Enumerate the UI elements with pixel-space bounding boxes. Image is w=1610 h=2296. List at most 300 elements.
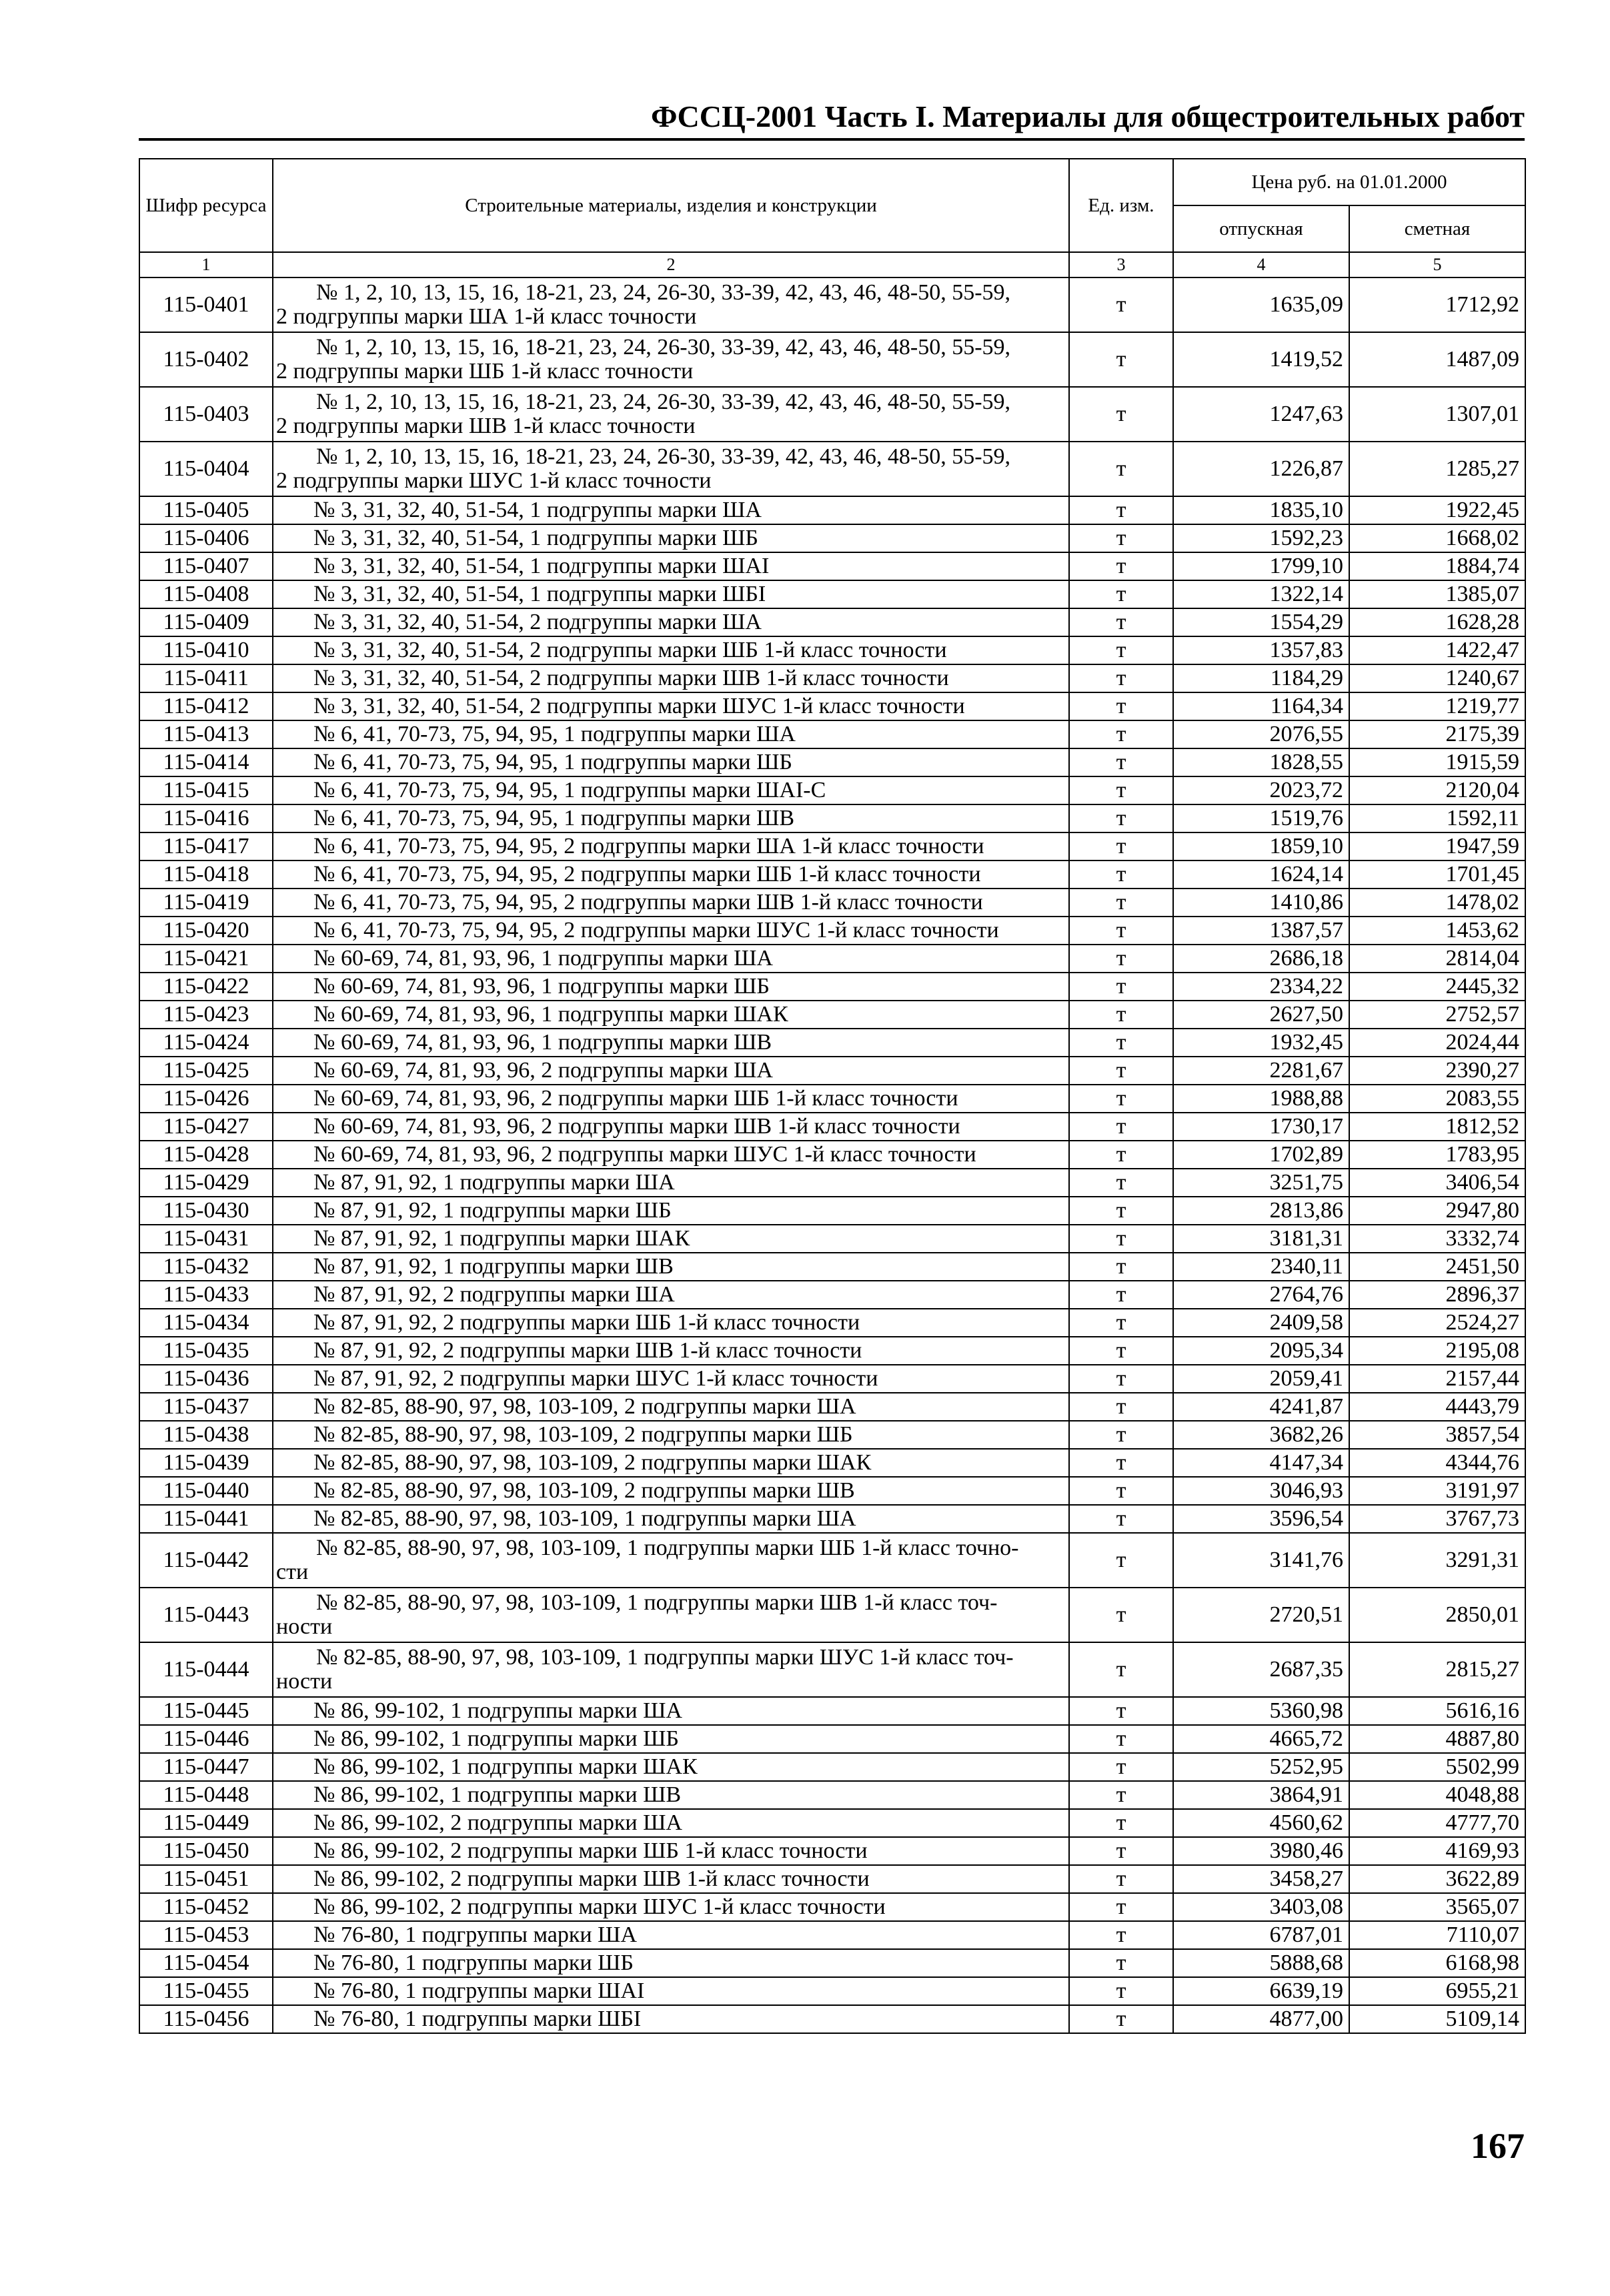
release-price: 3181,31	[1173, 1225, 1349, 1253]
release-price: 1988,88	[1173, 1085, 1349, 1113]
release-price: 3251,75	[1173, 1169, 1349, 1197]
description-line-1: № 82-85, 88-90, 97, 98, 103-109, 1 подгруппы марки ШБ 1-й класс точно-	[316, 1536, 1019, 1560]
estimate-price: 1385,07	[1349, 580, 1525, 608]
unit-of-measure: т	[1069, 1725, 1173, 1753]
unit-of-measure: т	[1069, 524, 1173, 552]
table-row	[139, 1588, 1525, 1642]
unit-of-measure: т	[1069, 1309, 1173, 1337]
unit-of-measure: т	[1069, 1977, 1173, 2005]
resource-code: 115-0446	[139, 1725, 273, 1753]
estimate-price: 3332,74	[1349, 1225, 1525, 1253]
unit-of-measure: т	[1069, 1365, 1173, 1393]
release-price: 5360,98	[1173, 1697, 1349, 1725]
resource-code: 115-0411	[139, 664, 273, 692]
unit-of-measure: т	[1069, 1057, 1173, 1085]
resource-code: 115-0416	[139, 804, 273, 832]
unit-of-measure: т	[1069, 1588, 1173, 1642]
header-price: Цена руб. на 01.01.2000	[1173, 159, 1525, 205]
unit-of-measure: т	[1069, 1505, 1173, 1533]
release-price: 4877,00	[1173, 2005, 1349, 2033]
estimate-price: 6955,21	[1349, 1977, 1525, 2005]
estimate-price: 2195,08	[1349, 1337, 1525, 1365]
estimate-price: 2815,27	[1349, 1642, 1525, 1697]
resource-code: 115-0403	[139, 387, 273, 442]
resource-code: 115-0428	[139, 1141, 273, 1169]
table-row	[139, 277, 1525, 332]
resource-code: 115-0404	[139, 442, 273, 496]
estimate-price: 2524,27	[1349, 1309, 1525, 1337]
material-description	[273, 1642, 1069, 1697]
unit-of-measure: т	[1069, 1029, 1173, 1057]
material-description: № 6, 41, 70-73, 75, 94, 95, 1 подгруппы марки ША	[273, 720, 1069, 748]
release-price: 3141,76	[1173, 1533, 1349, 1588]
table-row	[139, 664, 1525, 692]
table-row	[139, 1781, 1525, 1809]
release-price: 6787,01	[1173, 1921, 1349, 1949]
resource-code: 115-0440	[139, 1477, 273, 1505]
resource-code: 115-0454	[139, 1949, 273, 1977]
material-description: № 3, 31, 32, 40, 51-54, 1 подгруппы марки ШБI	[273, 580, 1069, 608]
resource-code: 115-0430	[139, 1197, 273, 1225]
resource-code: 115-0442	[139, 1533, 273, 1588]
description-line-1: № 1, 2, 10, 13, 15, 16, 18-21, 23, 24, 26-30, 33-39, 42, 43, 46, 48-50, 55-59,	[316, 280, 1011, 305]
estimate-price: 1240,67	[1349, 664, 1525, 692]
material-description: № 86, 99-102, 2 подгруппы марки ШУС 1-й класс точности	[273, 1893, 1069, 1921]
unit-of-measure: т	[1069, 692, 1173, 720]
release-price: 3864,91	[1173, 1781, 1349, 1809]
unit-of-measure: т	[1069, 776, 1173, 804]
estimate-price: 5502,99	[1349, 1753, 1525, 1781]
resource-code: 115-0451	[139, 1865, 273, 1893]
unit-of-measure: т	[1069, 664, 1173, 692]
resource-code: 115-0413	[139, 720, 273, 748]
resource-code: 115-0438	[139, 1421, 273, 1449]
header-release-price: отпускная	[1173, 205, 1349, 252]
table-row	[139, 1113, 1525, 1141]
resource-code: 115-0402	[139, 332, 273, 387]
estimate-price: 1812,52	[1349, 1113, 1525, 1141]
material-description	[273, 1533, 1069, 1588]
table-row	[139, 1949, 1525, 1977]
material-description: № 60-69, 74, 81, 93, 96, 1 подгруппы марки ШБ	[273, 973, 1069, 1001]
release-price: 4665,72	[1173, 1725, 1349, 1753]
table-row	[139, 1977, 1525, 2005]
resource-code: 115-0441	[139, 1505, 273, 1533]
unit-of-measure: т	[1069, 1113, 1173, 1141]
estimate-price: 2120,04	[1349, 776, 1525, 804]
unit-of-measure: т	[1069, 636, 1173, 664]
unit-of-measure: т	[1069, 860, 1173, 889]
table-row	[139, 720, 1525, 748]
estimate-price: 3406,54	[1349, 1169, 1525, 1197]
description-line-1: № 82-85, 88-90, 97, 98, 103-109, 1 подгруппы марки ШВ 1-й класс точ-	[316, 1590, 998, 1615]
unit-of-measure: т	[1069, 1169, 1173, 1197]
estimate-price: 1947,59	[1349, 832, 1525, 860]
release-price: 1932,45	[1173, 1029, 1349, 1057]
release-price: 2340,11	[1173, 1253, 1349, 1281]
unit-of-measure: т	[1069, 1753, 1173, 1781]
estimate-price: 2445,32	[1349, 973, 1525, 1001]
resource-code: 115-0444	[139, 1642, 273, 1697]
table-row	[139, 1921, 1525, 1949]
release-price: 2813,86	[1173, 1197, 1349, 1225]
table-row	[139, 1029, 1525, 1057]
estimate-price: 2175,39	[1349, 720, 1525, 748]
resource-code: 115-0406	[139, 524, 273, 552]
resource-code: 115-0452	[139, 1893, 273, 1921]
material-description: № 76-80, 1 подгруппы марки ШАI	[273, 1977, 1069, 2005]
material-description: № 6, 41, 70-73, 75, 94, 95, 2 подгруппы марки ШБ 1-й класс точности	[273, 860, 1069, 889]
resource-code: 115-0453	[139, 1921, 273, 1949]
estimate-price: 2814,04	[1349, 945, 1525, 973]
table-row	[139, 860, 1525, 889]
resource-code: 115-0405	[139, 496, 273, 524]
estimate-price: 2390,27	[1349, 1057, 1525, 1085]
release-price: 2023,72	[1173, 776, 1349, 804]
table-body	[139, 277, 1525, 2033]
table-row	[139, 1169, 1525, 1197]
column-index: 2	[273, 252, 1069, 277]
release-price: 1592,23	[1173, 524, 1349, 552]
estimate-price: 4344,76	[1349, 1449, 1525, 1477]
unit-of-measure: т	[1069, 1001, 1173, 1029]
material-description: № 82-85, 88-90, 97, 98, 103-109, 1 подгруппы марки ША	[273, 1505, 1069, 1533]
unit-of-measure: т	[1069, 945, 1173, 973]
estimate-price: 7110,07	[1349, 1921, 1525, 1949]
release-price: 4241,87	[1173, 1393, 1349, 1421]
material-description: № 60-69, 74, 81, 93, 96, 1 подгруппы марки ШАК	[273, 1001, 1069, 1029]
material-description: № 86, 99-102, 1 подгруппы марки ШБ	[273, 1725, 1069, 1753]
release-price: 6639,19	[1173, 1977, 1349, 2005]
material-description: № 6, 41, 70-73, 75, 94, 95, 2 подгруппы марки ШУС 1-й класс точности	[273, 917, 1069, 945]
estimate-price: 1628,28	[1349, 608, 1525, 636]
material-description: № 87, 91, 92, 2 подгруппы марки ШУС 1-й класс точности	[273, 1365, 1069, 1393]
unit-of-measure: т	[1069, 1337, 1173, 1365]
resource-code: 115-0431	[139, 1225, 273, 1253]
estimate-price: 6168,98	[1349, 1949, 1525, 1977]
release-price: 2687,35	[1173, 1642, 1349, 1697]
resource-code: 115-0443	[139, 1588, 273, 1642]
resource-code: 115-0420	[139, 917, 273, 945]
resource-code: 115-0401	[139, 277, 273, 332]
unit-of-measure: т	[1069, 748, 1173, 776]
release-price: 1357,83	[1173, 636, 1349, 664]
resource-code: 115-0424	[139, 1029, 273, 1057]
resource-code: 115-0410	[139, 636, 273, 664]
release-price: 2281,67	[1173, 1057, 1349, 1085]
resource-code: 115-0437	[139, 1393, 273, 1421]
material-description: № 86, 99-102, 2 подгруппы марки ША	[273, 1809, 1069, 1837]
estimate-price: 3857,54	[1349, 1421, 1525, 1449]
document-title: ФССЦ-2001 Часть I. Материалы для общестроительных работ	[651, 99, 1525, 133]
table-row	[139, 748, 1525, 776]
unit-of-measure: т	[1069, 1697, 1173, 1725]
table-row	[139, 973, 1525, 1001]
release-price: 3980,46	[1173, 1837, 1349, 1865]
estimate-price: 1592,11	[1349, 804, 1525, 832]
release-price: 2334,22	[1173, 973, 1349, 1001]
material-description: № 60-69, 74, 81, 93, 96, 2 подгруппы марки ШУС 1-й класс точности	[273, 1141, 1069, 1169]
estimate-price: 3291,31	[1349, 1533, 1525, 1588]
estimate-price: 3565,07	[1349, 1893, 1525, 1921]
table-row	[139, 1337, 1525, 1365]
material-description: № 76-80, 1 подгруппы марки ШБI	[273, 2005, 1069, 2033]
unit-of-measure: т	[1069, 1893, 1173, 1921]
release-price: 2076,55	[1173, 720, 1349, 748]
estimate-price: 1783,95	[1349, 1141, 1525, 1169]
table-row	[139, 1225, 1525, 1253]
release-price: 2720,51	[1173, 1588, 1349, 1642]
unit-of-measure: т	[1069, 1533, 1173, 1588]
description-line-2: 2 подгруппы марки ША 1-й класс точности	[276, 304, 697, 329]
description-line-2: 2 подгруппы марки ШБ 1-й класс точности	[276, 359, 694, 384]
material-description: № 60-69, 74, 81, 93, 96, 1 подгруппы марки ШВ	[273, 1029, 1069, 1057]
material-description: № 87, 91, 92, 1 подгруппы марки ШАК	[273, 1225, 1069, 1253]
release-price: 3046,93	[1173, 1477, 1349, 1505]
material-description: № 87, 91, 92, 2 подгруппы марки ШВ 1-й класс точности	[273, 1337, 1069, 1365]
material-description: № 76-80, 1 подгруппы марки ШБ	[273, 1949, 1069, 1977]
table-row	[139, 889, 1525, 917]
column-index: 1	[139, 252, 273, 277]
material-description: № 6, 41, 70-73, 75, 94, 95, 2 подгруппы марки ШВ 1-й класс точности	[273, 889, 1069, 917]
table-row	[139, 1449, 1525, 1477]
material-description: № 3, 31, 32, 40, 51-54, 2 подгруппы марки ША	[273, 608, 1069, 636]
estimate-price: 2451,50	[1349, 1253, 1525, 1281]
description-line-2: 2 подгруппы марки ШУС 1-й класс точности	[276, 468, 712, 493]
release-price: 2627,50	[1173, 1001, 1349, 1029]
resource-code: 115-0421	[139, 945, 273, 973]
description-line-1: № 1, 2, 10, 13, 15, 16, 18-21, 23, 24, 26-30, 33-39, 42, 43, 46, 48-50, 55-59,	[316, 444, 1011, 469]
release-price: 1835,10	[1173, 496, 1349, 524]
table-row	[139, 1505, 1525, 1533]
estimate-price: 1307,01	[1349, 387, 1525, 442]
resource-code: 115-0407	[139, 552, 273, 580]
resource-code: 115-0422	[139, 973, 273, 1001]
estimate-price: 5616,16	[1349, 1697, 1525, 1725]
resource-code: 115-0456	[139, 2005, 273, 2033]
release-price: 1859,10	[1173, 832, 1349, 860]
estimate-price: 4887,80	[1349, 1725, 1525, 1753]
release-price: 2764,76	[1173, 1281, 1349, 1309]
release-price: 4560,62	[1173, 1809, 1349, 1837]
table-header-row	[139, 159, 1525, 205]
unit-of-measure: т	[1069, 1477, 1173, 1505]
release-price: 1322,14	[1173, 580, 1349, 608]
table-row	[139, 524, 1525, 552]
unit-of-measure: т	[1069, 889, 1173, 917]
resource-code: 115-0439	[139, 1449, 273, 1477]
estimate-price: 1922,45	[1349, 496, 1525, 524]
estimate-price: 1712,92	[1349, 277, 1525, 332]
resource-code: 115-0435	[139, 1337, 273, 1365]
material-description: № 3, 31, 32, 40, 51-54, 1 подгруппы марки ША	[273, 496, 1069, 524]
unit-of-measure: т	[1069, 1085, 1173, 1113]
estimate-price: 1668,02	[1349, 524, 1525, 552]
description-line-2: ности	[276, 1669, 333, 1694]
material-description: № 6, 41, 70-73, 75, 94, 95, 1 подгруппы марки ШВ	[273, 804, 1069, 832]
release-price: 1164,34	[1173, 692, 1349, 720]
resource-code: 115-0449	[139, 1809, 273, 1837]
estimate-price: 4443,79	[1349, 1393, 1525, 1421]
resource-code: 115-0408	[139, 580, 273, 608]
unit-of-measure: т	[1069, 332, 1173, 387]
estimate-price: 3622,89	[1349, 1865, 1525, 1893]
unit-of-measure: т	[1069, 496, 1173, 524]
release-price: 1410,86	[1173, 889, 1349, 917]
unit-of-measure: т	[1069, 1197, 1173, 1225]
release-price: 1519,76	[1173, 804, 1349, 832]
table-row	[139, 580, 1525, 608]
resource-code: 115-0433	[139, 1281, 273, 1309]
table-row	[139, 442, 1525, 496]
table-row	[139, 1809, 1525, 1837]
table-row	[139, 332, 1525, 387]
resource-code: 115-0414	[139, 748, 273, 776]
material-description: № 3, 31, 32, 40, 51-54, 2 подгруппы марки ШВ 1-й класс точности	[273, 664, 1069, 692]
material-description: № 87, 91, 92, 2 подгруппы марки ША	[273, 1281, 1069, 1309]
material-description: № 87, 91, 92, 1 подгруппы марки ШВ	[273, 1253, 1069, 1281]
table-row	[139, 1365, 1525, 1393]
estimate-price: 3767,73	[1349, 1505, 1525, 1533]
release-price: 1730,17	[1173, 1113, 1349, 1141]
resource-code: 115-0429	[139, 1169, 273, 1197]
table-row	[139, 917, 1525, 945]
material-description: № 86, 99-102, 1 подгруппы марки ШАК	[273, 1753, 1069, 1781]
resource-code: 115-0427	[139, 1113, 273, 1141]
material-description	[273, 1588, 1069, 1642]
table-row	[139, 496, 1525, 524]
material-description: № 60-69, 74, 81, 93, 96, 2 подгруппы марки ШВ 1-й класс точности	[273, 1113, 1069, 1141]
release-price: 1554,29	[1173, 608, 1349, 636]
table-row	[139, 1421, 1525, 1449]
estimate-price: 1285,27	[1349, 442, 1525, 496]
unit-of-measure: т	[1069, 832, 1173, 860]
resource-code: 115-0412	[139, 692, 273, 720]
material-description: № 82-85, 88-90, 97, 98, 103-109, 2 подгруппы марки ШВ	[273, 1477, 1069, 1505]
unit-of-measure: т	[1069, 1421, 1173, 1449]
estimate-price: 1478,02	[1349, 889, 1525, 917]
material-description: № 82-85, 88-90, 97, 98, 103-109, 2 подгруппы марки ШАК	[273, 1449, 1069, 1477]
resource-code: 115-0426	[139, 1085, 273, 1113]
estimate-price: 2752,57	[1349, 1001, 1525, 1029]
resource-code: 115-0409	[139, 608, 273, 636]
release-price: 1635,09	[1173, 277, 1349, 332]
resource-code: 115-0448	[139, 1781, 273, 1809]
unit-of-measure: т	[1069, 1225, 1173, 1253]
table-row	[139, 1865, 1525, 1893]
estimate-price: 2947,80	[1349, 1197, 1525, 1225]
table-row	[139, 1477, 1525, 1505]
table-row	[139, 1533, 1525, 1588]
release-price: 2409,58	[1173, 1309, 1349, 1337]
estimate-price: 1487,09	[1349, 332, 1525, 387]
unit-of-measure: т	[1069, 1449, 1173, 1477]
release-price: 1828,55	[1173, 748, 1349, 776]
header-estimate-price: сметная	[1349, 205, 1525, 252]
description-line-2: 2 подгруппы марки ШВ 1-й класс точности	[276, 414, 696, 438]
table-row	[139, 636, 1525, 664]
estimate-price: 1453,62	[1349, 917, 1525, 945]
header-unit: Ед. изм.	[1069, 159, 1173, 252]
material-description: № 60-69, 74, 81, 93, 96, 1 подгруппы марки ША	[273, 945, 1069, 973]
table-row	[139, 1697, 1525, 1725]
material-description: № 87, 91, 92, 1 подгруппы марки ША	[273, 1169, 1069, 1197]
estimate-price: 4777,70	[1349, 1809, 1525, 1837]
release-price: 1184,29	[1173, 664, 1349, 692]
unit-of-measure: т	[1069, 1642, 1173, 1697]
estimate-price: 2896,37	[1349, 1281, 1525, 1309]
unit-of-measure: т	[1069, 387, 1173, 442]
table-row	[139, 1001, 1525, 1029]
resource-code: 115-0445	[139, 1697, 273, 1725]
release-price: 1226,87	[1173, 442, 1349, 496]
release-price: 3596,54	[1173, 1505, 1349, 1533]
table-row	[139, 1281, 1525, 1309]
release-price: 1247,63	[1173, 387, 1349, 442]
unit-of-measure: т	[1069, 917, 1173, 945]
estimate-price: 4169,93	[1349, 1837, 1525, 1865]
unit-of-measure: т	[1069, 580, 1173, 608]
description-line-1: № 82-85, 88-90, 97, 98, 103-109, 1 подгруппы марки ШУС 1-й класс точ-	[316, 1645, 1014, 1670]
release-price: 1419,52	[1173, 332, 1349, 387]
material-description: № 87, 91, 92, 2 подгруппы марки ШБ 1-й класс точности	[273, 1309, 1069, 1337]
release-price: 2059,41	[1173, 1365, 1349, 1393]
estimate-price: 1884,74	[1349, 552, 1525, 580]
estimate-price: 2083,55	[1349, 1085, 1525, 1113]
resource-code: 115-0450	[139, 1837, 273, 1865]
resource-code: 115-0432	[139, 1253, 273, 1281]
release-price: 1799,10	[1173, 552, 1349, 580]
description-line-1: № 1, 2, 10, 13, 15, 16, 18-21, 23, 24, 26-30, 33-39, 42, 43, 46, 48-50, 55-59,	[316, 335, 1011, 360]
estimate-price: 1219,77	[1349, 692, 1525, 720]
table-row	[139, 804, 1525, 832]
release-price: 3682,26	[1173, 1421, 1349, 1449]
resource-code: 115-0415	[139, 776, 273, 804]
page-header	[139, 99, 1525, 141]
material-description: № 3, 31, 32, 40, 51-54, 2 подгруппы марки ШБ 1-й класс точности	[273, 636, 1069, 664]
table-row	[139, 1393, 1525, 1421]
unit-of-measure: т	[1069, 1253, 1173, 1281]
table-row	[139, 1253, 1525, 1281]
release-price: 1624,14	[1173, 860, 1349, 889]
table-row	[139, 1309, 1525, 1337]
description-line-2: ности	[276, 1614, 333, 1639]
unit-of-measure: т	[1069, 1949, 1173, 1977]
release-price: 1702,89	[1173, 1141, 1349, 1169]
material-description: № 3, 31, 32, 40, 51-54, 2 подгруппы марки ШУС 1-й класс точности	[273, 692, 1069, 720]
unit-of-measure: т	[1069, 1781, 1173, 1809]
material-description: № 76-80, 1 подгруппы марки ША	[273, 1921, 1069, 1949]
material-description: № 60-69, 74, 81, 93, 96, 2 подгруппы марки ША	[273, 1057, 1069, 1085]
material-description: № 3, 31, 32, 40, 51-54, 1 подгруппы марки ШБ	[273, 524, 1069, 552]
material-description: № 87, 91, 92, 1 подгруппы марки ШБ	[273, 1197, 1069, 1225]
estimate-price: 3191,97	[1349, 1477, 1525, 1505]
material-description: № 6, 41, 70-73, 75, 94, 95, 2 подгруппы марки ША 1-й класс точности	[273, 832, 1069, 860]
price-table	[139, 158, 1526, 2034]
unit-of-measure: т	[1069, 720, 1173, 748]
unit-of-measure: т	[1069, 277, 1173, 332]
release-price: 5888,68	[1173, 1949, 1349, 1977]
table-row	[139, 1141, 1525, 1169]
column-index: 5	[1349, 252, 1525, 277]
release-price: 3403,08	[1173, 1893, 1349, 1921]
resource-code: 115-0434	[139, 1309, 273, 1337]
estimate-price: 4048,88	[1349, 1781, 1525, 1809]
unit-of-measure: т	[1069, 1837, 1173, 1865]
resource-code: 115-0436	[139, 1365, 273, 1393]
estimate-price: 5109,14	[1349, 2005, 1525, 2033]
estimate-price: 2024,44	[1349, 1029, 1525, 1057]
